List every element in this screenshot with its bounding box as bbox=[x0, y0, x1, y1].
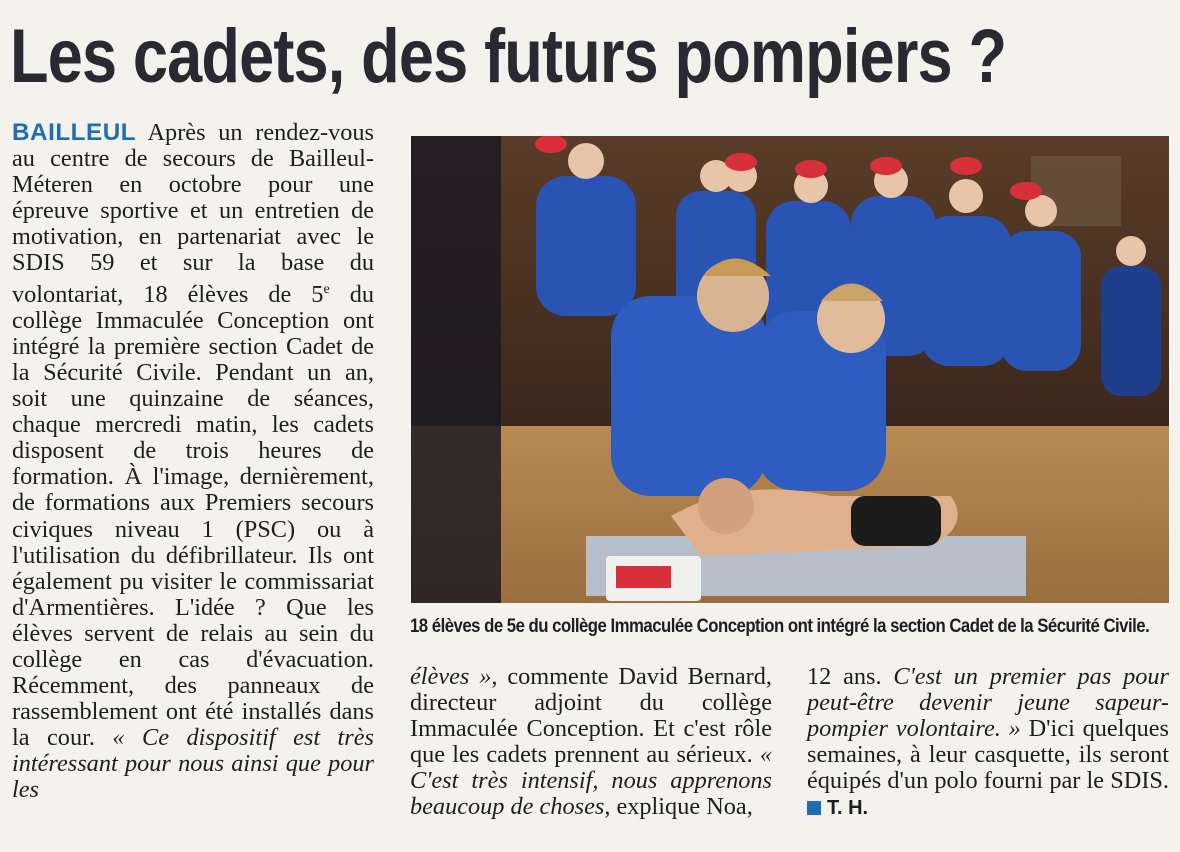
body-text: du collège Immaculée Conception ont intégré la première section Cadet de la Sécurité Civile. Pendant un an, soit une quinzaine de séances, chaque mercredi matin, les cadets disposent de trois heures de formation. À l'image, dernièrement, de formations aux Premiers secours civiques niveau 1 (PSC) ou à l'utilisation du défibrillateur. Ils ont également pu visiter le commissariat d'Armentières. L'idée ? Que les élèves servent de relais au sein du collège en cas d'évacuation. Récemment, des panneaux de rassemblement ont été installés dans la cour. bbox=[12, 280, 374, 752]
photo-caption: 18 élèves de 5e du collège Immaculée Conception ont intégré la section Cadet de la Sécurité Civile. bbox=[410, 615, 1150, 637]
article-column-1 bbox=[12, 120, 374, 804]
quote-end: élèves » bbox=[410, 663, 492, 690]
photo-illustration bbox=[411, 136, 1169, 603]
body-text: D'ici quelques semaines, à leur casquette, ils seront équipés d'un polo fourni par le SDIS. bbox=[807, 715, 1169, 795]
signature-marker-icon bbox=[807, 801, 821, 815]
article-column-3 bbox=[807, 664, 1169, 822]
quote-text: C'est un premier pas pour peut-être devenir jeune sapeur-pompier volontaire. » bbox=[807, 663, 1169, 743]
body-text: , explique Noa, bbox=[604, 793, 753, 821]
dateline: BAILLEUL bbox=[12, 119, 137, 146]
lead-text: Après un rendez-vous au centre de secours de Bailleul-Méteren en octobre pour une épreuve sportive et un entretien de motivation, en partenariat avec le SDIS 59 et sur la base du volontariat, 18 élèves de 5 bbox=[12, 119, 374, 308]
quote-text: « C'est très intensif, nous apprenons beaucoup de choses bbox=[410, 741, 772, 821]
article-photo bbox=[411, 136, 1169, 603]
article-column-2 bbox=[410, 664, 772, 821]
ordinal-superscript: e bbox=[323, 281, 330, 297]
headline: Les cadets, des futurs pompiers ? bbox=[10, 14, 1007, 99]
body-text: , commente David Bernard, directeur adjoint du collège Immaculée Conception. Et c'est rôle que les cadets prennent au sérieux. bbox=[410, 663, 772, 769]
body-text: 12 ans. bbox=[807, 663, 894, 690]
quote-text: « Ce dispositif est très intéressant pour nous ainsi que pour les bbox=[12, 724, 374, 804]
author-signature: T. H. bbox=[827, 797, 869, 820]
